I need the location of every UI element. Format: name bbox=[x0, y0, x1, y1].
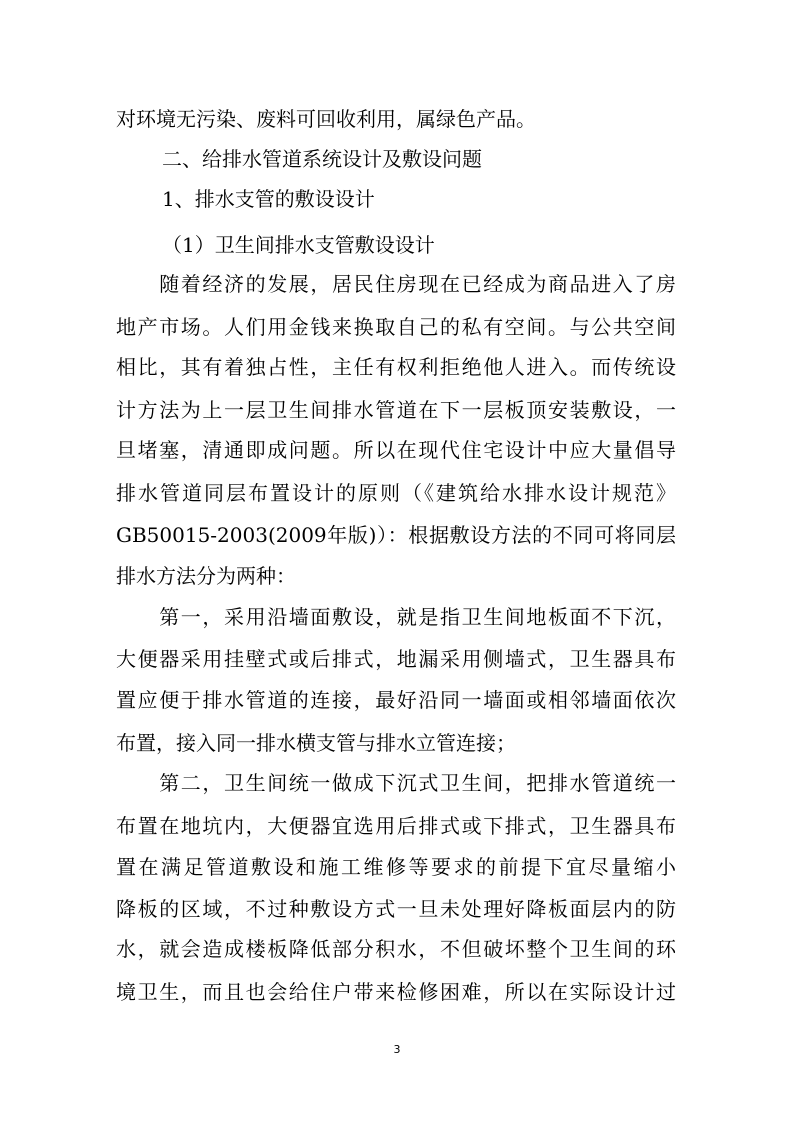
text-line: 计方法为上一层卫生间排水管道在下一层板顶安装敷设，一 bbox=[116, 398, 676, 422]
text-line: 第二，卫生间统一做成下沉式卫生间，把排水管道统一 bbox=[116, 771, 676, 795]
text-line: 布置，接入同一排水横支管与排水立管连接； bbox=[116, 731, 516, 755]
text-line: 旦堵塞，清通即成问题。所以在现代住宅设计中应大量倡导 bbox=[116, 438, 676, 462]
text-line: 降板的区域，不过种敷设方式一旦未处理好降板面层内的防 bbox=[116, 897, 676, 921]
text-line: 置在满足管道敷设和施工维修等要求的前提下宜尽量缩小 bbox=[116, 855, 676, 879]
text-line: 第一，采用沿墙面敷设，就是指卫生间地板面不下沉， bbox=[116, 605, 676, 629]
text-line: 置应便于排水管道的连接，最好沿同一墙面或相邻墙面依次 bbox=[116, 688, 676, 712]
text-line: GB50015-2003(2009年版)）：根据敷设方法的不同可将同层 bbox=[116, 523, 676, 547]
page-number: 3 bbox=[393, 1043, 401, 1056]
subsection-heading: 1、排水支管的敷设设计 bbox=[162, 187, 375, 211]
text-line: 大便器采用挂壁式或后排式，地漏采用侧墙式，卫生器具布 bbox=[116, 647, 676, 671]
text-line: 随着经济的发展，居民住房现在已经成为商品进入了房 bbox=[116, 272, 676, 296]
text-line: 境卫生，而且也会给住户带来检修困难，所以在实际设计过 bbox=[116, 980, 676, 1004]
subsubsection-heading: （1）卫生间排水支管敷设设计 bbox=[162, 233, 435, 257]
text-line: 水，就会造成楼板降低部分积水，不但破坏整个卫生间的环 bbox=[116, 937, 676, 961]
text-line: 布置在地坑内，大便器宜选用后排式或下排式，卫生器具布 bbox=[116, 814, 676, 838]
text-line: 排水方法分为两种： bbox=[116, 564, 296, 588]
text-line: 对环境无污染、废料可回收利用，属绿色产品。 bbox=[116, 107, 536, 131]
text-line: 地产市场。人们用金钱来换取自己的私有空间。与公共空间 bbox=[116, 315, 676, 339]
text-line: 相比，其有着独占性，主任有权利拒绝他人进入。而传统设 bbox=[116, 355, 676, 379]
section-heading: 二、给排水管道系统设计及敷设问题 bbox=[162, 147, 482, 171]
text-line: 排水管道同层布置设计的原则（《建筑给水排水设计规范》 bbox=[116, 481, 676, 505]
